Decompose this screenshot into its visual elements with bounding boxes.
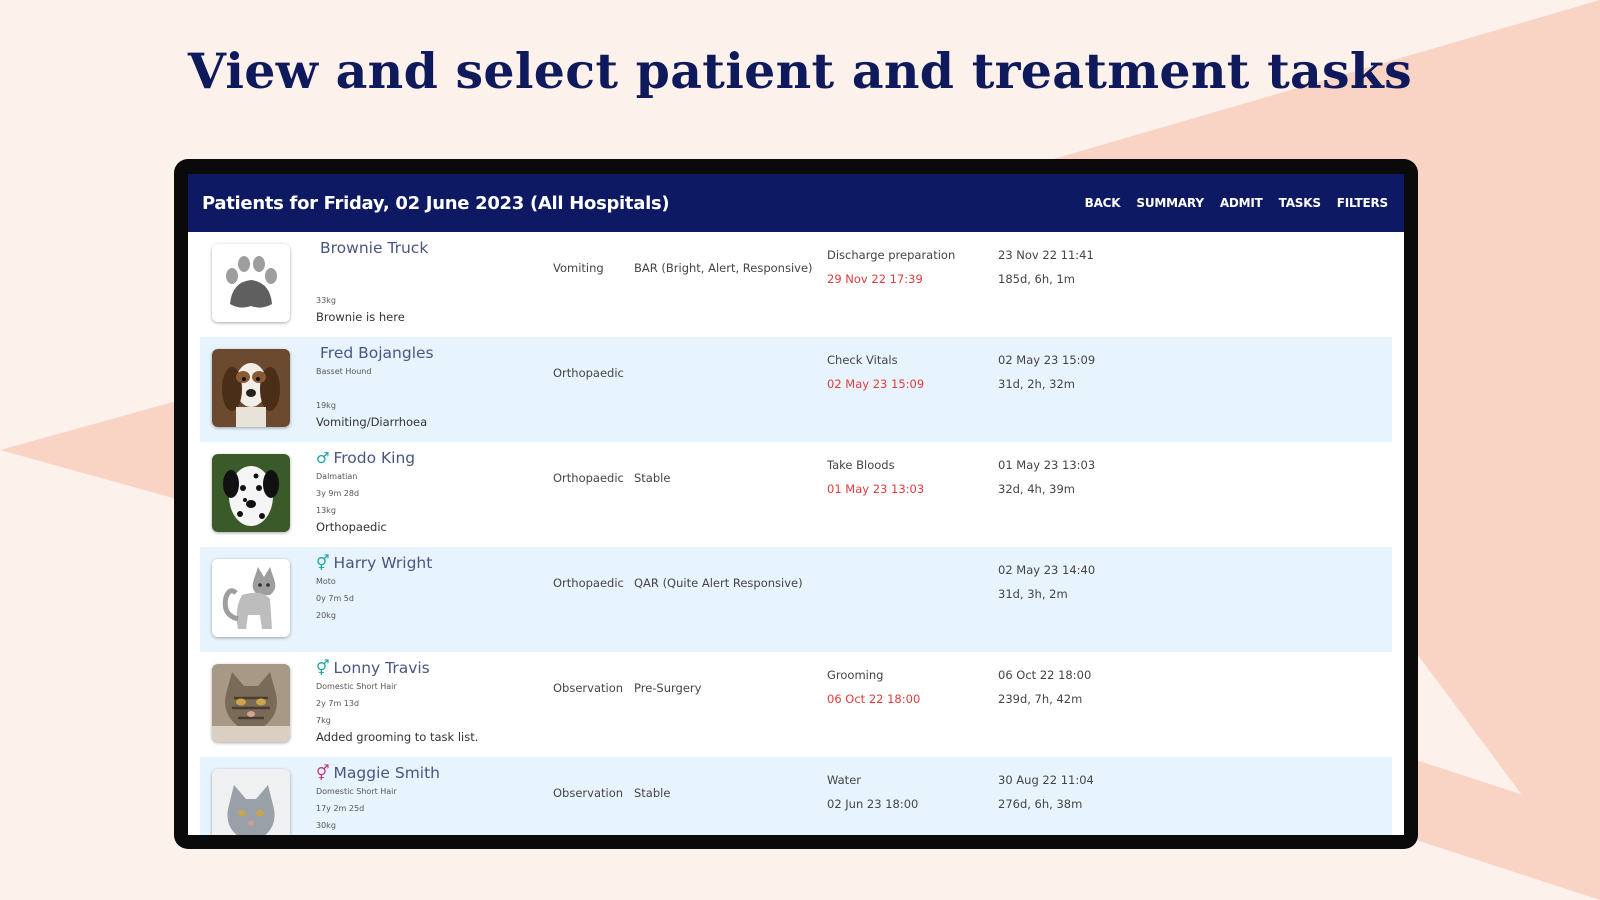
admitted-at: 01 May 23 13:03 [998,458,1096,472]
patient-name: Fred Bojangles [320,344,434,362]
patient-task[interactable] [827,353,997,391]
grey-kitten-photo [212,769,290,835]
patient-reason: Observation [553,681,624,695]
patient-status: QAR (Quite Alert Responsive) [634,576,803,590]
admission-time [998,353,1095,391]
patient-row[interactable] [200,757,1392,835]
app-title: Patients for Friday, 02 June 2023 (All Hospitals) [202,192,670,214]
patient-age [316,275,546,292]
patient-row[interactable] [188,652,1392,757]
patient-status: BAR (Bright, Alert, Responsive) [634,261,813,275]
patient-reason: Observation [553,786,624,800]
tasks-button[interactable]: TASKS [1278,196,1321,210]
patient-breed [316,258,546,275]
patient-task[interactable] [827,248,997,286]
patient-name: ⚥ Maggie Smith [316,764,441,782]
patient-row[interactable] [188,442,1392,547]
patient-task[interactable] [827,773,997,811]
admission-time [998,248,1094,286]
app-bar [188,174,1404,232]
patient-age: 2y 7m 13d [316,699,360,708]
task-name: Take Bloods [827,458,895,472]
patient-reason: Orthopaedic [553,576,624,590]
patient-weight: 30kg [316,821,336,830]
patient-status: Pre-Surgery [634,681,702,695]
basset-hound-photo [212,349,290,427]
admission-time [998,773,1094,811]
admitted-at: 02 May 23 15:09 [998,353,1096,367]
stay-duration: 239d, 7h, 42m [998,692,1083,706]
patient-row[interactable] [188,232,1392,337]
patient-row[interactable] [200,547,1392,652]
patient-weight: 20kg [316,611,336,620]
task-due: 02 May 23 15:09 [827,377,925,391]
neutered-female-icon: ⚥ [316,764,330,782]
patient-status: Stable [634,786,671,800]
page-headline: View and select patient and treatment tasks [187,42,1413,100]
back-button[interactable]: BACK [1084,196,1121,210]
patient-name: Brownie Truck [320,239,429,257]
stay-duration: 31d, 2h, 32m [998,377,1075,391]
task-due: 02 Jun 23 18:00 [827,797,919,811]
task-name: Grooming [827,668,884,682]
patient-note: Added grooming to task list. [316,730,479,744]
dalmatian-photo [212,454,290,532]
stay-duration: 32d, 4h, 39m [998,482,1075,496]
admitted-at: 06 Oct 22 18:00 [998,668,1092,682]
patient-weight: 33kg [316,296,336,305]
task-name: Discharge preparation [827,248,956,262]
patient-weight: 19kg [316,401,336,410]
patient-task[interactable] [827,458,997,496]
neutered-icon: ⚥ [316,659,330,677]
tabby-cat-photo [212,664,290,742]
neutered-icon: ⚥ [316,554,330,572]
task-due: 01 May 23 13:03 [827,482,925,496]
patient-age: 0y 7m 5d [316,594,354,603]
patient-weight: 7kg [316,716,331,725]
patient-list [188,232,1404,835]
patient-name: ⚥ Lonny Travis [316,659,430,677]
app-screen [188,174,1404,835]
patient-age: 3y 9m 28d [316,489,360,498]
patient-weight: 13kg [316,506,336,515]
patient-breed: Moto [316,577,336,586]
patient-reason: Vomiting [553,261,604,275]
patient-breed: Domestic Short Hair [316,787,397,796]
task-name: Water [827,773,861,787]
admit-button[interactable]: ADMIT [1219,196,1263,210]
patient-breed: Dalmatian [316,472,358,481]
patient-age: 17y 2m 25d [316,804,365,813]
stay-duration: 185d, 6h, 1m [998,272,1075,286]
patient-row[interactable] [200,337,1392,442]
stay-duration: 276d, 6h, 38m [998,797,1083,811]
stay-duration: 31d, 3h, 2m [998,587,1068,601]
patient-breed: Domestic Short Hair [316,682,397,691]
admission-time [998,668,1091,706]
patient-breed: Basset Hound [316,367,372,376]
admission-time [998,563,1095,601]
paw-placeholder-icon [212,244,290,322]
task-due: 06 Oct 22 18:00 [827,692,921,706]
male-icon: ♂ [316,449,330,467]
patient-reason: Orthopaedic [553,471,624,485]
filters-button[interactable]: FILTERS [1336,196,1388,210]
admission-time [998,458,1095,496]
patient-note: Brownie is here [316,310,405,324]
patient-age [316,380,546,397]
task-name: Check Vitals [827,353,898,367]
patient-note: Vomiting/Diarrhoea [316,415,428,429]
patient-note [316,834,546,835]
patient-note [316,624,546,641]
admitted-at: 02 May 23 14:40 [998,563,1096,577]
tablet-frame [174,159,1418,849]
patient-task[interactable] [827,668,997,706]
admitted-at: 30 Aug 22 11:04 [998,773,1094,787]
summary-button[interactable]: SUMMARY [1136,196,1204,210]
patient-task[interactable] [827,563,997,587]
patient-note: Orthopaedic [316,520,387,534]
patient-name: ⚥ Harry Wright [316,554,433,572]
task-name [827,563,997,587]
patient-status: Stable [634,471,671,485]
patient-reason: Orthopaedic [553,366,624,380]
admitted-at: 23 Nov 22 11:41 [998,248,1094,262]
patient-name: ♂ Frodo King [316,449,416,467]
top-menu [1085,196,1388,210]
task-due: 29 Nov 22 17:39 [827,272,923,286]
cat-placeholder-icon [212,559,290,637]
